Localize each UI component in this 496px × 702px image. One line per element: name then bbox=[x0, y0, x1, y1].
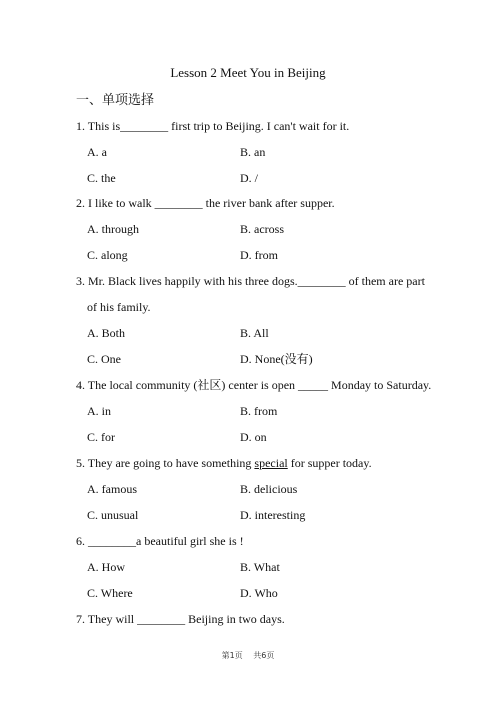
question-6-option-b: B. What bbox=[240, 560, 280, 574]
question-1-option-c: C. the bbox=[87, 171, 116, 185]
question-5-option-b: B. delicious bbox=[240, 482, 298, 496]
question-4-option-a: A. in bbox=[87, 404, 111, 418]
question-6-option-d: D. Who bbox=[240, 586, 278, 600]
question-2-stem: 2. I like to walk ________ the river bank after supper. bbox=[76, 196, 335, 210]
question-1-option-a: A. a bbox=[87, 145, 107, 159]
question-1-option-b: B. an bbox=[240, 145, 266, 159]
question-5-stem bbox=[76, 455, 372, 471]
page-total: 共6页 bbox=[253, 651, 275, 660]
question-3-option-c: C. One bbox=[87, 352, 121, 366]
question-5-stem-pre: 5. They are going to have something bbox=[76, 456, 255, 470]
question-5-underlined-word: special bbox=[254, 456, 288, 470]
question-6-option-a: A. How bbox=[87, 560, 125, 574]
question-2-option-a: A. through bbox=[87, 222, 139, 236]
question-1-stem: 1. This is________ first trip to Beijing. I can't wait for it. bbox=[76, 119, 350, 133]
question-5-option-a: A. famous bbox=[87, 482, 137, 496]
question-1-option-d: D. / bbox=[240, 171, 258, 185]
question-4-option-d: D. on bbox=[240, 430, 267, 444]
question-6-stem: 6. ________a beautiful girl she is ! bbox=[76, 534, 244, 548]
question-7-stem: 7. They will ________ Beijing in two days. bbox=[76, 612, 285, 626]
question-2-option-d: D. from bbox=[240, 248, 278, 262]
page-number: 第1页 bbox=[221, 651, 243, 660]
question-3-option-b: B. All bbox=[240, 326, 269, 340]
question-2-option-c: C. along bbox=[87, 248, 128, 262]
question-3-option-d: D. None(没有) bbox=[240, 352, 313, 366]
question-5-stem-post: for supper today. bbox=[287, 456, 372, 470]
question-5-option-c: C. unusual bbox=[87, 508, 139, 522]
question-4-stem: 4. The local community (社区) center is open _____ Monday to Saturday. bbox=[76, 378, 432, 392]
section-heading: 一、单项选择 bbox=[76, 92, 155, 107]
question-2-option-b: B. across bbox=[240, 222, 284, 236]
question-6-option-c: C. Where bbox=[87, 586, 133, 600]
question-3-stem: 3. Mr. Black lives happily with his three dogs.________ of them are part bbox=[76, 274, 425, 288]
question-4-option-b: B. from bbox=[240, 404, 278, 418]
question-4-option-c: C. for bbox=[87, 430, 115, 444]
question-3-stem-continued: of his family. bbox=[87, 300, 151, 314]
question-5-option-d: D. interesting bbox=[240, 508, 306, 522]
page-title: Lesson 2 Meet You in Beijing bbox=[170, 65, 326, 80]
question-3-option-a: A. Both bbox=[87, 326, 126, 340]
page-footer bbox=[0, 650, 496, 662]
